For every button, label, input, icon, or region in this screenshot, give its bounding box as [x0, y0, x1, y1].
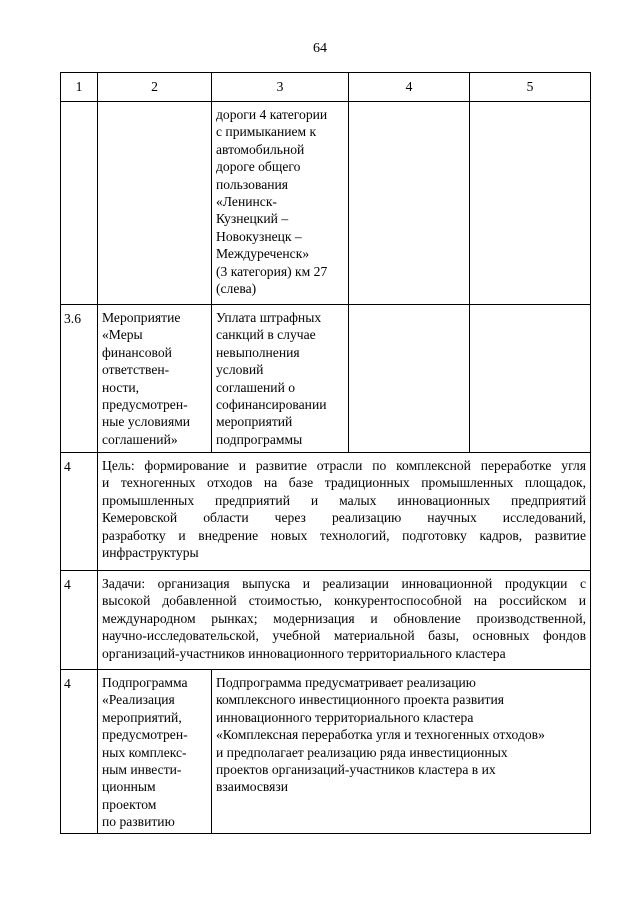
subprogram-description-cell: [212, 670, 591, 834]
row-3-6-col-5: [470, 305, 591, 453]
goal-cell: [98, 453, 591, 571]
row-number: 4: [61, 453, 98, 571]
text-line: Мероприятие: [102, 310, 181, 325]
table-row-3-6: [61, 305, 591, 453]
text-line: финансовой: [102, 344, 172, 360]
tasks-cell: [98, 571, 591, 670]
text-line: Подпрограмма предусматривает реализацию: [216, 675, 476, 690]
text-line: дороге общего: [216, 159, 301, 175]
row-number: 4: [61, 571, 98, 670]
text-line: Кемеровской области через реализацию научных исследований,: [102, 510, 586, 526]
text-line: соглашений»: [102, 431, 178, 447]
header-col-3: 3: [212, 73, 349, 102]
row-number: 4: [61, 670, 98, 834]
text-line: разработку и внедрение новых технологий, подготовку кадров, развитие: [102, 527, 586, 543]
text-line: с примыканием к: [216, 124, 317, 140]
measure-name-cell: [98, 305, 212, 453]
text-line: (3 категория) км 27: [216, 263, 328, 279]
text-line: инфраструктуры: [102, 545, 199, 561]
text-line: Уплата штрафных: [216, 310, 322, 325]
table-row-continuation: [61, 102, 591, 305]
row-3-6-col-4: [349, 305, 470, 453]
table-row-tasks: [61, 571, 591, 670]
text-line: организаций-участников инновационного территориального кластера: [102, 645, 506, 661]
text-line: Подпрограмма: [102, 675, 188, 690]
text-line: Кузнецкий –: [216, 211, 289, 227]
subprogram-name-cell: [98, 670, 212, 834]
text-line: мероприятий: [216, 414, 293, 430]
header-col-2: 2: [98, 73, 212, 102]
text-line: предусмотрен-: [102, 397, 188, 413]
header-col-1: 1: [61, 73, 98, 102]
text-line: «Комплексная переработка угля и техногенных отходов»: [216, 727, 545, 743]
text-line: ционным: [102, 779, 156, 795]
text-line: Цель: формирование и развитие отрасли по комплексной переработке угля: [102, 458, 586, 473]
text-line: научно-исследовательской, учебной материальной базы, основных фондов: [102, 628, 586, 644]
text-line: Новокузнецк –: [216, 228, 302, 244]
row-number: 3.6: [61, 305, 98, 453]
table-row-subprogram: [61, 670, 591, 834]
continuation-col-3: [212, 102, 349, 305]
text-line: ные условиями: [102, 414, 191, 430]
text-line: ности,: [102, 379, 140, 395]
text-line: промышленных предприятий и малых инновационных предприятий: [102, 492, 586, 508]
continuation-col-5: [470, 102, 591, 305]
text-line: высокой добавленной стоимостью, конкурентоспособной на российском и: [102, 593, 586, 609]
text-line: международном рынках; модернизация и обновление производственной,: [102, 610, 586, 626]
header-col-4: 4: [349, 73, 470, 102]
text-line: ным инвести-: [102, 762, 182, 778]
text-line: инновационного территориального кластера: [216, 709, 474, 725]
text-line: условий: [216, 362, 264, 378]
text-line: невыполнения: [216, 344, 300, 360]
text-line: автомобильной: [216, 141, 305, 157]
text-line: взаимосвязи: [216, 779, 289, 795]
text-line: предусмотрен-: [102, 727, 188, 743]
text-line: комплексного инвестиционного проекта развития: [216, 692, 504, 708]
table-row-goal: [61, 453, 591, 571]
text-line: и предполагает реализацию ряда инвестиционных: [216, 744, 508, 760]
text-line: подпрограммы: [216, 431, 303, 447]
page-number: 64: [313, 41, 327, 56]
text-line: по развитию: [102, 814, 175, 830]
text-line: проектов организаций-участников кластера в их: [216, 762, 496, 778]
continuation-col-2: [98, 102, 212, 305]
continuation-col-1: [61, 102, 98, 305]
text-line: «Меры: [102, 327, 143, 343]
table-header-row: [61, 73, 591, 102]
text-line: мероприятий,: [102, 709, 182, 725]
text-line: «Реализация: [102, 692, 175, 708]
text-line: дороги 4 категории: [216, 107, 328, 122]
text-line: Междуреченск»: [216, 246, 310, 262]
text-line: софинансировании: [216, 397, 327, 413]
text-line: ных комплекс-: [102, 744, 187, 760]
continuation-col-4: [349, 102, 470, 305]
text-line: пользования: [216, 176, 289, 192]
text-line: ответствен-: [102, 362, 170, 378]
text-line: «Ленинск-: [216, 194, 277, 210]
text-line: Задачи: организация выпуска и реализации инновационной продукции с: [102, 576, 586, 591]
text-line: и техногенных отходов на базе традиционных промышленных площадок,: [102, 475, 586, 491]
measure-description-cell: [212, 305, 349, 453]
text-line: санкций в случае: [216, 327, 316, 343]
document-table: [60, 72, 591, 834]
text-line: проектом: [102, 796, 157, 812]
header-col-5: 5: [470, 73, 591, 102]
text-line: соглашений о: [216, 379, 296, 395]
text-line: (слева): [216, 281, 257, 297]
